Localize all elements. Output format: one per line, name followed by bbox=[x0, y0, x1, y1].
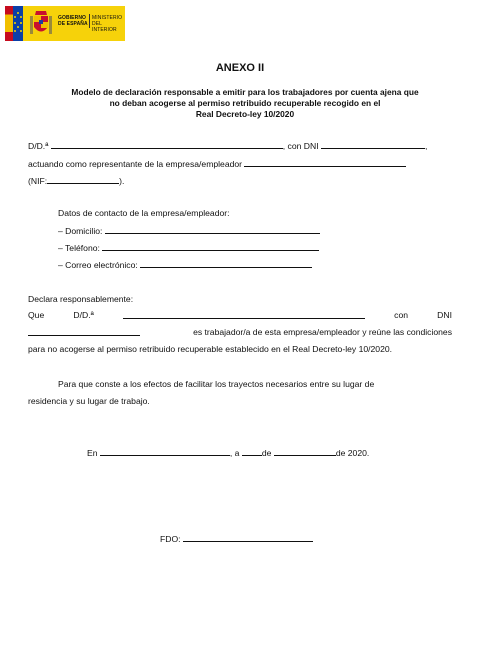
company-field[interactable] bbox=[244, 157, 406, 167]
dni-label: , con DNI bbox=[282, 141, 319, 151]
subtitle-line: Modelo de declaración responsable a emitir para los trabajadores por cuenta ajena que bbox=[71, 87, 419, 97]
declaration-line-3: para no acogerse al permiso retribuido recuperable establecido en el Real Decreto-ley 10/2020. bbox=[28, 344, 393, 354]
signature-label: FDO: bbox=[160, 534, 181, 544]
identity-line-1: D/D.ª , con DNI , bbox=[28, 141, 428, 151]
declaration-line2-text: es trabajador/a de esta empresa/empleador y reúne las condiciones bbox=[193, 327, 452, 337]
signature-line bbox=[160, 532, 313, 545]
subtitle-line: Real Decreto-ley 10/2020 bbox=[195, 109, 295, 119]
month-field[interactable] bbox=[274, 446, 336, 456]
identity-line-2 bbox=[28, 157, 406, 170]
declaration-line-2 bbox=[28, 326, 452, 338]
day-field[interactable] bbox=[242, 446, 262, 456]
signature-field[interactable] bbox=[183, 532, 313, 542]
spain-flag-icon bbox=[5, 6, 13, 41]
dni-field[interactable] bbox=[321, 139, 425, 149]
contact-heading: Datos de contacto de la empresa/empleador: bbox=[58, 208, 230, 218]
correo-field[interactable] bbox=[140, 258, 312, 268]
eu-flag-icon bbox=[13, 6, 23, 41]
domicilio-row bbox=[58, 224, 320, 237]
name-field[interactable] bbox=[51, 139, 283, 149]
logo-text-ministerio: MINISTERIO bbox=[92, 15, 123, 21]
logo-divider bbox=[89, 14, 90, 28]
purpose-line-1: Para que conste a los efectos de facilitar los trayectos necesarios entre su lugar de bbox=[58, 379, 375, 389]
worker-name-field[interactable] bbox=[123, 309, 365, 319]
telefono-label: – Teléfono: bbox=[58, 243, 100, 253]
correo-label: – Correo electrónico: bbox=[58, 260, 138, 270]
que-word: Que bbox=[28, 310, 45, 320]
dd-label: D/D.ª bbox=[28, 141, 49, 151]
purpose-line-2: residencia y su lugar de trabajo. bbox=[28, 396, 150, 406]
en-word: En bbox=[87, 448, 98, 458]
dd-word: D/D.ª bbox=[73, 310, 94, 320]
domicilio-label: – Domicilio: bbox=[58, 226, 103, 236]
subtitle bbox=[40, 87, 450, 120]
logo-text-gobierno: GOBIERNO bbox=[58, 15, 87, 21]
declaration-heading: Declara responsablemente: bbox=[28, 294, 134, 304]
telefono-field[interactable] bbox=[102, 241, 319, 251]
page-title: ANEXO II bbox=[215, 62, 265, 74]
correo-row bbox=[58, 258, 312, 271]
coat-of-arms-icon bbox=[29, 9, 53, 38]
logo-text-interior: DEL INTERIOR bbox=[92, 21, 117, 34]
nif-field[interactable] bbox=[47, 174, 119, 184]
telefono-row bbox=[58, 241, 319, 254]
subtitle-line: no deban acogerse al permiso retribuido recuperable recogido en el bbox=[109, 98, 381, 108]
place-field[interactable] bbox=[100, 446, 230, 456]
representative-text: actuando como representante de la empresa/empleador bbox=[28, 159, 243, 169]
domicilio-field[interactable] bbox=[105, 224, 320, 234]
place-date-line: En , a de de 2020. bbox=[87, 448, 370, 458]
con-word: con bbox=[394, 310, 408, 320]
declaration-line-1 bbox=[28, 309, 452, 321]
logo-text-espana: DE ESPAÑA bbox=[58, 21, 88, 28]
gobierno-logo bbox=[5, 6, 125, 41]
identity-line-3: (NIF: ). bbox=[28, 176, 125, 186]
worker-dni-field[interactable] bbox=[28, 326, 140, 336]
dni-word: DNI bbox=[437, 310, 452, 320]
nif-label: (NIF: bbox=[28, 176, 48, 186]
